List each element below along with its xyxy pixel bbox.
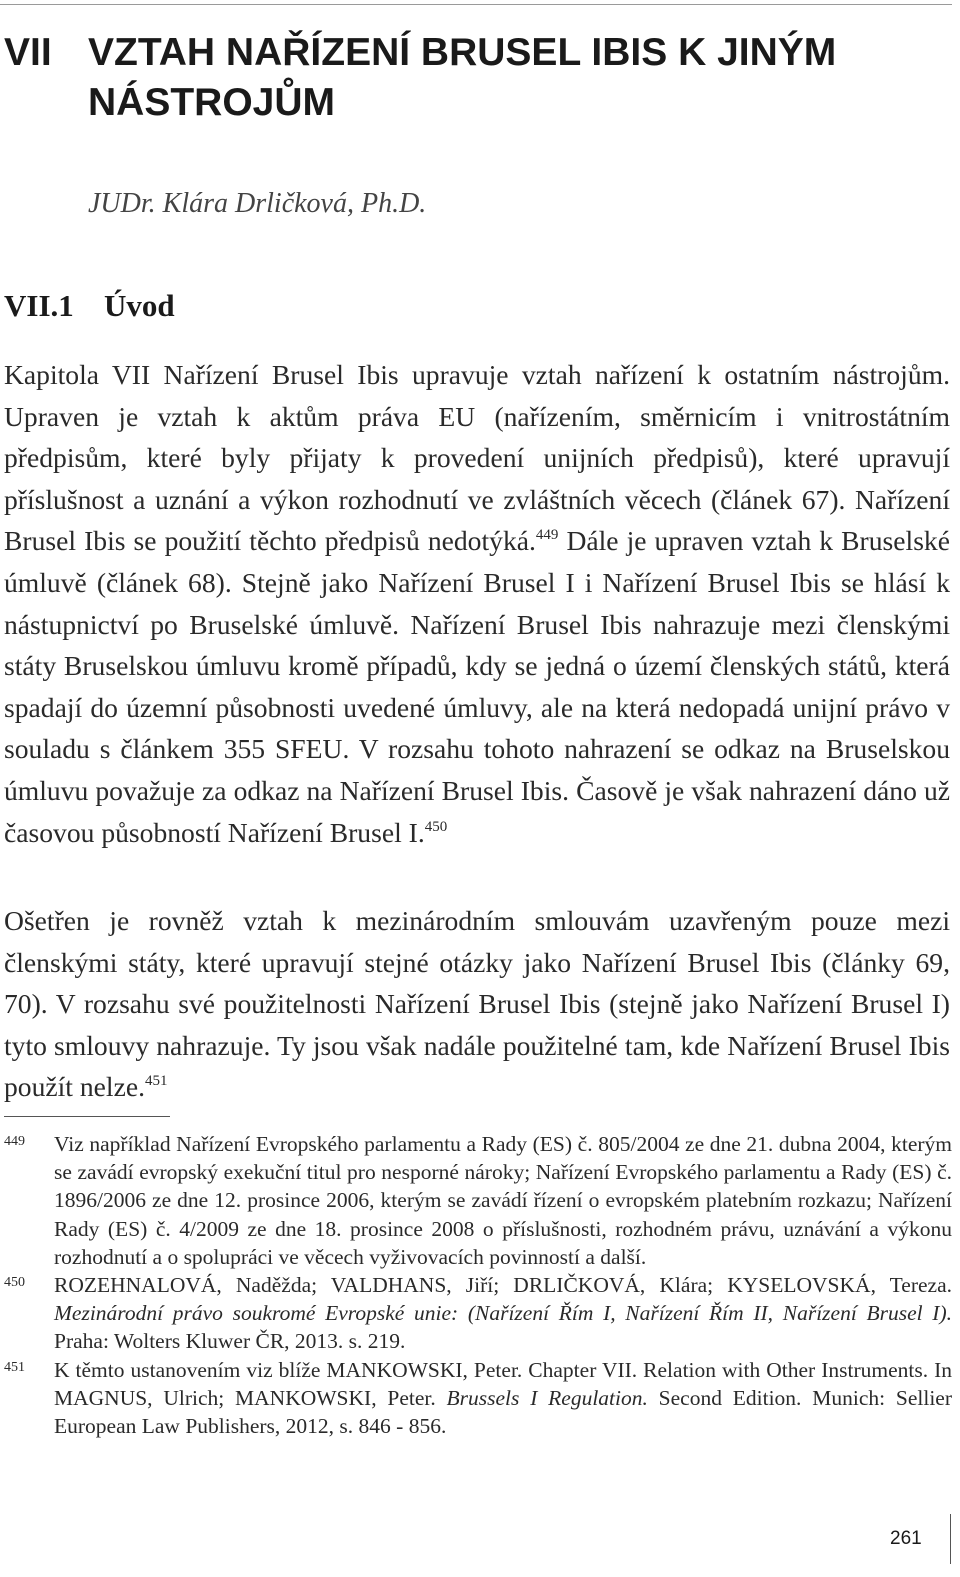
- section-title: Úvod: [104, 288, 175, 323]
- footnote-450: [4, 1271, 952, 1356]
- footnote-separator: [4, 1116, 170, 1117]
- author-name: JUDr. Klára Drličková, Ph.D.: [88, 188, 427, 219]
- section-number: VII.1: [4, 288, 74, 323]
- chapter-number: VII: [4, 31, 52, 74]
- footnotes: [4, 1130, 952, 1440]
- footnote-ref-449[interactable]: 449: [535, 527, 559, 544]
- footnote-ref-451[interactable]: 451: [144, 1073, 168, 1090]
- footnote-italic-title: Brussels I Regulation.: [446, 1385, 648, 1410]
- footnote-italic-title: Mezinárodní právo soukromé Evropské unie: (Nařízení Řím I, Nařízení Řím II, Nařízení Brusel I).: [54, 1301, 952, 1326]
- top-rule: [0, 4, 952, 5]
- chapter-title: VZTAH NAŘÍZENÍ BRUSEL IBIS K JINÝM NÁSTROJŮM: [88, 31, 837, 124]
- chapter-heading: [4, 28, 934, 128]
- footnote-text-a: ROZEHNALOVÁ, Naděžda; VALDHANS, Jiří; DRLIČKOVÁ, Klára; KYSELOVSKÁ, Tereza.: [54, 1273, 952, 1298]
- footnote-text-a: K těmto ustanovením viz blíže MANKOWSKI, Peter. Chapter VII. Relation with Other Instruments. In MAGNUS, Ulrich; MANKOWSKI, Peter.: [54, 1357, 952, 1410]
- section-heading: [4, 284, 175, 328]
- footnote-text: Viz například Nařízení Evropského parlamentu a Rady (ES) č. 805/2004 ze dne 21. dubna 2004, kterým se zavádí evropský exekuční titul pro nesporné nároky; Nařízení Evropského parlamentu a Rady (ES) č. 1896/2006 ze dne 12. prosince 2006, kterým se zavádí řízení o evropském platebním rozkazu; Nařízení Rady (ES) č. 4/2009 ze dne 18. prosince 2008 o příslušnosti, rozhodném právu, uznávání a výkonu rozhodnutí a o spolupráci ve věcech vyživovacích povinností a další.: [54, 1132, 952, 1269]
- footnote-number: 451: [4, 1359, 25, 1375]
- page-number-rule: [950, 1514, 951, 1564]
- footnote-number: 449: [4, 1134, 25, 1149]
- footnote-number: 450: [4, 1275, 25, 1291]
- footnote-text-b: Praha: Wolters Kluwer ČR, 2013. s. 219.: [54, 1329, 406, 1354]
- footnote-text: [54, 1271, 952, 1356]
- footnote-451: [4, 1356, 952, 1441]
- paragraph-2-text: Ošetřen je rovněž vztah k mezinárodním smlouvám uzavřeným pouze mezi členskými státy, které upravují stejné otázky jako Nařízení Brusel Ibis (články 69, 70). V rozsahu své použitelnosti Nařízení Brusel Ibis (stejně jako Nařízení Brusel I) tyto smlouvy nahrazuje. Ty jsou však nadále použitelné tam, kde Nařízení Brusel Ibis použít nelze.: [4, 905, 950, 1103]
- paragraph-1-part-2: Dále je upraven vztah k Bruselské úmluvě (článek 68). Stejně jako Nařízení Brusel I i Nařízení Brusel Ibis se hlásí k nástupnictví po Bruselské úmluvě. Nařízení Brusel Ibis nahrazuje mezi členskými státy Bruselskou úmluvu kromě případů, kdy se jedná o území členských států, která spadají do územní působnosti uvedené úmluvy, ale na která nedopadá unijní právo v souladu s článkem 355 SFEU. V rozsahu tohoto nahrazení se odkaz na Bruselskou úmluvu považuje za odkaz na Nařízení Brusel Ibis. Časově je však nahrazení dáno už časovou působností Nařízení Brusel I.: [4, 525, 950, 848]
- footnote-449: [4, 1130, 952, 1271]
- footnote-text-b: Second Edition. Munich: Sellier European Law Publishers, 2012, s. 846 - 856.: [54, 1385, 952, 1439]
- paragraph-1-part-1: Kapitola VII Nařízení Brusel Ibis upravuje vztah nařízení k ostatním nástrojům. Upraven je vztah k aktům práva EU (nařízením, směrnicím i vnitrostátním předpisům, které byly přijaty k provedení unijních předpisů), které upravují příslušnost a uznání a výkon rozhodnutí ve zvláštních věcech (článek 67). Nařízení Brusel Ibis se použití těchto předpisů nedotýká.: [4, 359, 950, 557]
- footnote-text: [54, 1356, 952, 1441]
- body-paragraph-1: [4, 354, 950, 853]
- footnote-ref-450[interactable]: 450: [424, 818, 448, 835]
- body-paragraph-2: [4, 900, 950, 1108]
- page-number: 261: [890, 1528, 922, 1549]
